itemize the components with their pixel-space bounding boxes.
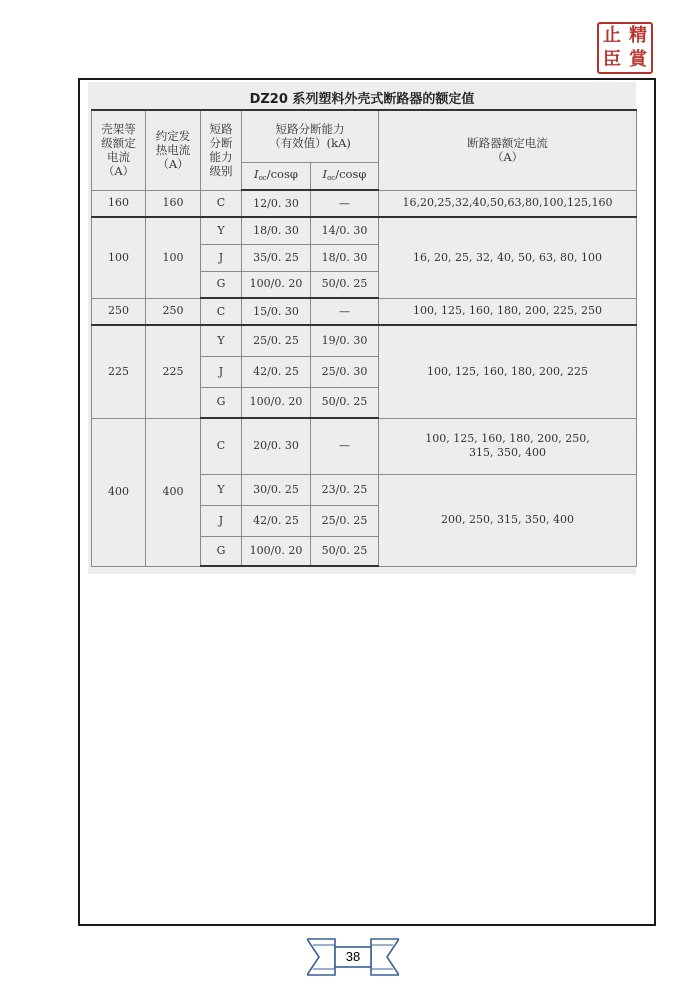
thermal-current-cell: 250 <box>146 298 201 325</box>
header-line: 壳架等 <box>101 122 136 137</box>
rated-currents-cell: 100, 125, 160, 180, 200, 225 <box>379 325 637 418</box>
capacity-a-cell: 100/0. 20 <box>242 387 311 418</box>
header-frame-current <box>92 110 146 190</box>
table-row <box>92 298 637 325</box>
thermal-current-cell: 160 <box>146 190 201 217</box>
capacity-b-cell: 19/0. 30 <box>311 325 379 356</box>
frame-current-cell: 400 <box>92 418 146 566</box>
class-cell: J <box>201 505 242 536</box>
capacity-b-cell: 50/0. 25 <box>311 536 379 566</box>
class-cell: Y <box>201 474 242 505</box>
header-line: （A） <box>491 150 524 165</box>
header-line: 约定发 <box>155 129 191 144</box>
class-cell: Y <box>201 325 242 356</box>
class-cell: C <box>201 190 242 217</box>
header-line: 热电流 <box>155 143 191 158</box>
header-line: 级别 <box>209 164 233 179</box>
table-row <box>92 418 637 474</box>
seal-stamp <box>597 22 653 74</box>
rated-currents-cell: 16,20,25,32,40,50,63,80,100,125,160 <box>379 190 637 217</box>
class-cell: G <box>201 271 242 298</box>
header-line: 断路器额定电流 <box>467 136 548 151</box>
capacity-b-cell: — <box>311 298 379 325</box>
ratings-table <box>91 109 637 567</box>
table-title: DZ20 系列塑料外壳式断路器的额定值 <box>249 92 475 107</box>
seal-char: 精 <box>629 25 647 46</box>
seal-char: 止 <box>603 25 621 46</box>
ioc-cos: /cosφ <box>266 166 298 181</box>
capacity-b-cell: 25/0. 25 <box>311 505 379 536</box>
seal-char: 賞 <box>629 49 647 70</box>
capacity-b-cell: — <box>311 190 379 217</box>
capacity-a-cell: 35/0. 25 <box>242 244 311 271</box>
capacity-a-cell: 12/0. 30 <box>242 190 311 217</box>
ioc-symbol: I <box>254 166 259 181</box>
class-cell: C <box>201 418 242 474</box>
page-number-ribbon <box>307 937 399 977</box>
header-line: （A） <box>157 157 189 172</box>
ioc-subscript: oc <box>327 173 336 182</box>
rated-currents-cell: 200, 250, 315, 350, 400 <box>379 474 637 566</box>
capacity-a-cell: 30/0. 25 <box>242 474 311 505</box>
class-cell: G <box>201 387 242 418</box>
rated-currents-cell: 16, 20, 25, 32, 40, 50, 63, 80, 100 <box>379 217 637 298</box>
header-breaking-capacity <box>242 110 379 162</box>
header-line: 分断 <box>209 136 233 151</box>
header-line: 能力 <box>209 150 233 165</box>
capacity-a-cell: 15/0. 30 <box>242 298 311 325</box>
capacity-a-cell: 42/0. 25 <box>242 505 311 536</box>
capacity-b-cell: 18/0. 30 <box>311 244 379 271</box>
table-row <box>92 217 637 244</box>
header-breaking-class <box>201 110 242 190</box>
header-row <box>92 110 637 162</box>
capacity-b-cell: 50/0. 25 <box>311 387 379 418</box>
ioc-symbol: I <box>322 166 328 181</box>
ioc-cos: /cosφ <box>335 166 367 181</box>
table-row <box>92 325 637 356</box>
capacity-b-cell: 14/0. 30 <box>311 217 379 244</box>
ioc-subscript: oc <box>258 173 267 182</box>
capacity-a-cell: 20/0. 30 <box>242 418 311 474</box>
capacity-a-cell: 42/0. 25 <box>242 356 311 387</box>
header-line: （A） <box>102 164 135 179</box>
thermal-current-cell: 100 <box>146 217 201 298</box>
scanned-table-image <box>88 82 636 574</box>
seal-char: 臣 <box>603 49 621 70</box>
header-ioc-short-circuit <box>242 162 311 190</box>
header-rated-current <box>379 110 637 190</box>
rated-currents-cell: 100, 125, 160, 180, 200, 225, 250 <box>379 298 637 325</box>
capacity-a-cell: 100/0. 20 <box>242 271 311 298</box>
frame-current-cell: 225 <box>92 325 146 418</box>
thermal-current-cell: 225 <box>146 325 201 418</box>
header-ioc-service <box>311 162 379 190</box>
class-cell: J <box>201 244 242 271</box>
header-line: （有效值）(kA) <box>269 136 351 151</box>
rated-currents-line: 100, 125, 160, 180, 200, 250, <box>425 432 590 445</box>
rated-currents-cell <box>379 418 637 474</box>
page-number: 38 <box>345 949 361 964</box>
class-cell: C <box>201 298 242 325</box>
class-cell: J <box>201 356 242 387</box>
header-line: 短路 <box>209 122 233 137</box>
frame-current-cell: 250 <box>92 298 146 325</box>
header-line: 短路分断能力 <box>275 122 345 137</box>
capacity-a-cell: 25/0. 25 <box>242 325 311 356</box>
capacity-b-cell: 23/0. 25 <box>311 474 379 505</box>
class-cell: Y <box>201 217 242 244</box>
header-line: 电流 <box>107 150 130 165</box>
capacity-a-cell: 18/0. 30 <box>242 217 311 244</box>
thermal-current-cell: 400 <box>146 418 201 566</box>
capacity-b-cell: 50/0. 25 <box>311 271 379 298</box>
capacity-b-cell: 25/0. 30 <box>311 356 379 387</box>
header-thermal-current <box>146 110 201 190</box>
capacity-a-cell: 100/0. 20 <box>242 536 311 566</box>
capacity-b-cell: — <box>311 418 379 474</box>
class-cell: G <box>201 536 242 566</box>
table-row <box>92 190 637 217</box>
header-line: 级额定 <box>101 136 136 151</box>
frame-current-cell: 100 <box>92 217 146 298</box>
rated-currents-line: 315, 350, 400 <box>469 446 546 459</box>
frame-current-cell: 160 <box>92 190 146 217</box>
